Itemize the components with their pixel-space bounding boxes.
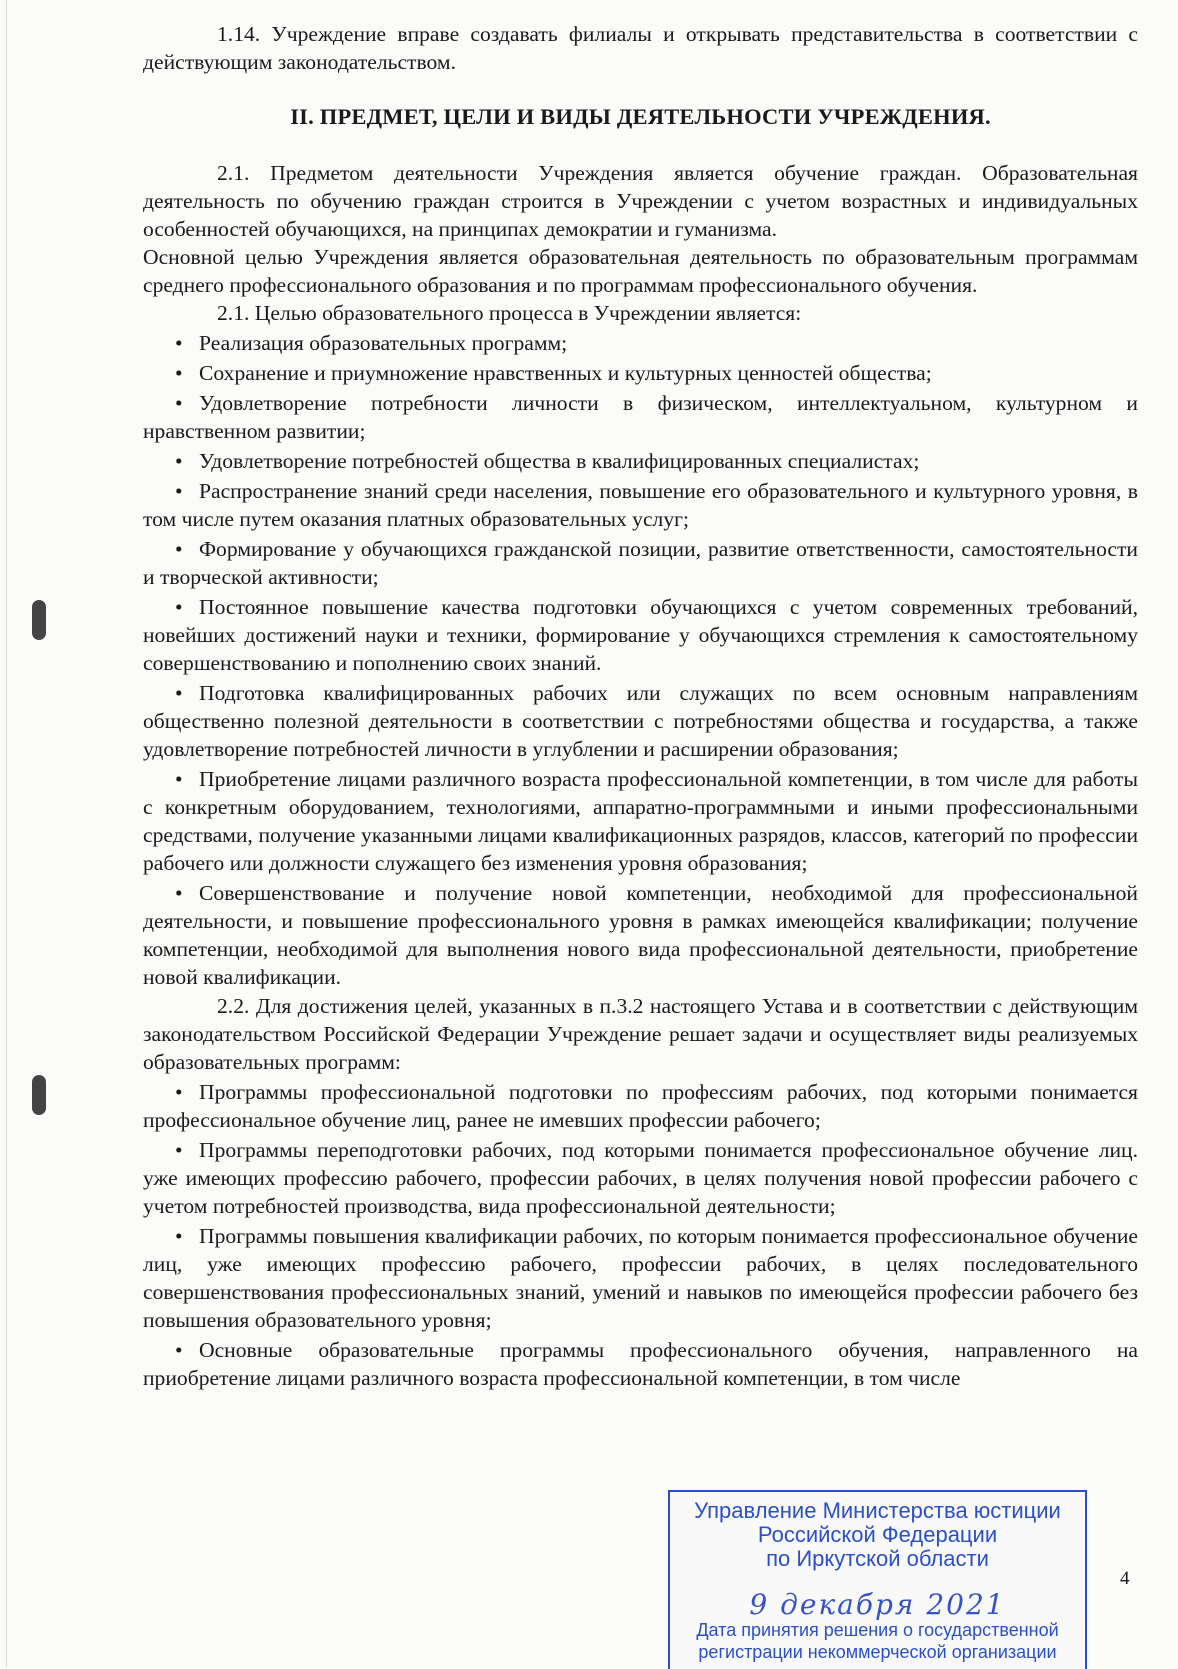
- list-item: • Удовлетворение потребности личности в физическом, интеллектуальном, культурном и нравственном развитии;: [143, 391, 1138, 443]
- list-item: • Постоянное повышение качества подготовки обучающихся с учетом современных требований, новейших достижений науки и техники, формирование у обучающихся стремления к самостоятельному совершенствованию и пополнению своих знаний.: [143, 595, 1138, 675]
- bullet-icon: •: [175, 479, 183, 503]
- stamp-org-line: Управление Министерства юстиции: [694, 1498, 1061, 1523]
- paragraph-2-1-subject: 2.1. Предметом деятельности Учреждения является обучение граждан. Образовательная деятельность по обучению граждан строится в Учреждении с учетом возрастных и индивидуальных особенностей обучающихся, на принципах демократии и гуманизма.: [143, 161, 1138, 241]
- list-item: • Реализация образовательных программ;: [175, 331, 568, 355]
- section-heading: II. ПРЕДМЕТ, ЦЕЛИ И ВИДЫ ДЕЯТЕЛЬНОСТИ УЧРЕЖДЕНИЯ.: [290, 104, 991, 129]
- bullet-icon: •: [175, 595, 183, 619]
- stamp-org-line: по Иркутской области: [766, 1546, 989, 1571]
- paragraph-2-1-goals: 2.1. Целью образовательного процесса в Учреждении является:: [217, 301, 802, 325]
- bullet-icon: •: [175, 767, 183, 791]
- goals-list: [143, 329, 1138, 991]
- bullet-icon: •: [175, 1080, 183, 1104]
- stamp-note: Дата принятия решения о государственной: [696, 1620, 1059, 1640]
- paragraph-1-14: 1.14. Учреждение вправе создавать филиалы и открывать представительства в соответствии с действующим законодательством.: [143, 22, 1138, 74]
- paragraph-main-goal: Основной целью Учреждения является образовательная деятельность по образовательным программам среднего профессионального образования и по программам профессионального обучения.: [143, 245, 1138, 297]
- list-item: • Совершенствование и получение новой компетенции, необходимой для профессиональной деятельности, и повышение профессионального уровня в рамках имеющейся квалификации; получение компетенции, необходимой для выполнения нового вида профессиональной деятельности, приобретение новой квалификации.: [143, 881, 1138, 989]
- page-edge-line: [6, 0, 7, 1667]
- bullet-icon: •: [175, 1138, 183, 1162]
- bullet-icon: •: [175, 1338, 183, 1362]
- bullet-icon: •: [175, 361, 183, 385]
- stamp-handwritten-date: 9 декабря 2021: [749, 1588, 1006, 1621]
- binder-hole: [32, 600, 46, 640]
- list-item: • Подготовка квалифицированных рабочих или служащих по всем основным направлениям общественно полезной деятельности в соответствии с потребностями общества и государства, а также удовлетворение потребностей личности в углублении и расширении образования;: [143, 681, 1138, 761]
- list-item: • Основные образовательные программы профессионального обучения, направленного на приобретение лицами различного возраста профессиональной компетенции, в том числе: [143, 1338, 1138, 1390]
- bullet-icon: •: [175, 331, 183, 355]
- document-body: [143, 20, 1138, 1393]
- bullet-icon: •: [175, 537, 183, 561]
- list-item: • Программы переподготовки рабочих, под которыми понимается профессиональное обучение лиц. уже имеющих профессию рабочего, профессии рабочих, в целях получения новой профессии рабочего с учетом потребностей производства, вида профессиональной деятельности;: [143, 1138, 1138, 1218]
- bullet-icon: •: [175, 449, 183, 473]
- programs-list: [143, 1078, 1138, 1392]
- paragraph-2-2: 2.2. Для достижения целей, указанных в п.3.2 настоящего Устава и в соответствии с действующим законодательством Российской Федерации Учреждение решает задачи и осуществляет виды реализуемых образовательных программ:: [143, 994, 1138, 1074]
- list-item: • Удовлетворение потребностей общества в квалифицированных специалистах;: [175, 449, 920, 473]
- page-number: 4: [1120, 1568, 1130, 1589]
- list-item: • Формирование у обучающихся гражданской позиции, развитие ответственности, самостоятельности и творческой активности;: [143, 537, 1138, 589]
- stamp-org-line: Российской Федерации: [757, 1522, 998, 1547]
- list-item: • Распространение знаний среди населения, повышение его образовательного и культурного уровня, в том числе путем оказания платных образовательных услуг;: [143, 479, 1138, 531]
- bullet-icon: •: [175, 1224, 183, 1248]
- bullet-icon: •: [175, 681, 183, 705]
- bullet-icon: •: [175, 391, 183, 415]
- list-item: • Приобретение лицами различного возраста профессиональной компетенции, в том числе для работы с конкретным оборудованием, технологиями, аппаратно-программными и иными профессиональными средствами, получение указанными лицами квалификационных разрядов, классов, категорий по профессии рабочего или должности служащего без изменения уровня образования;: [143, 767, 1138, 875]
- registration-stamp: [668, 1490, 1087, 1669]
- list-item: • Сохранение и приумножение нравственных и культурных ценностей общества;: [175, 361, 932, 385]
- list-item: • Программы профессиональной подготовки по профессиям рабочих, под которыми понимается профессиональное обучение лиц, ранее не имевших профессии рабочего;: [143, 1080, 1138, 1132]
- stamp-note: регистрации некоммерческой организации: [698, 1642, 1057, 1662]
- bullet-icon: •: [175, 881, 183, 905]
- binder-hole: [32, 1075, 46, 1115]
- list-item: • Программы повышения квалификации рабочих, по которым понимается профессиональное обучение лиц, уже имеющих профессию рабочего, профессии рабочих, в целях последовательного совершенствования профессиональных знаний, умений и навыков по имеющейся профессии рабочего без повышения образовательного уровня;: [143, 1224, 1138, 1332]
